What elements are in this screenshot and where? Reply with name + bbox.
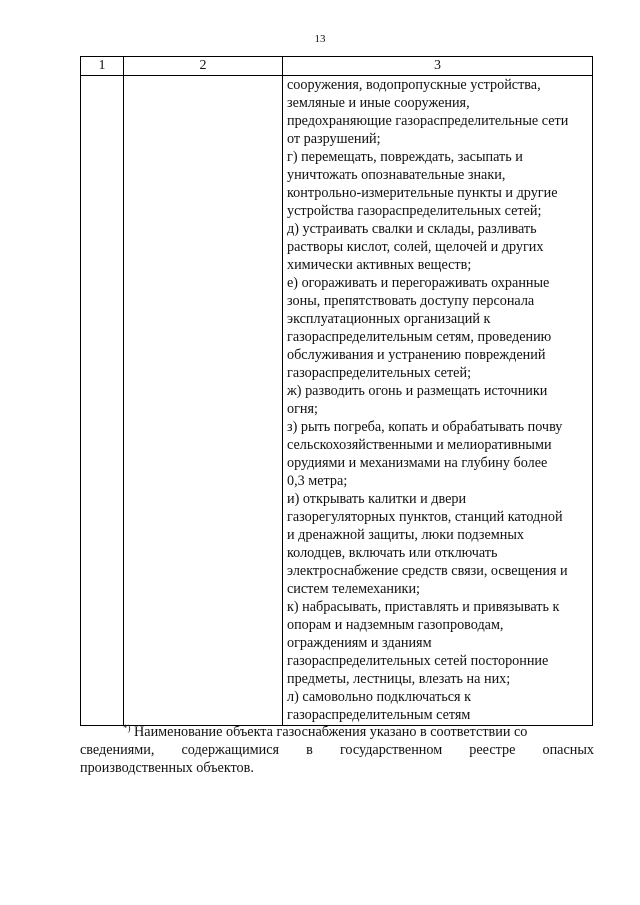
text-line: к) набрасывать, приставлять и привязывать к (287, 599, 560, 615)
prohibitions-table (80, 56, 593, 726)
footnote-text-1: Наименование объекта газоснабжения указано в соответствии со (134, 724, 528, 740)
footnote-line-2: сведениями, содержащимися в государственном реестре опасных (80, 742, 594, 758)
text-line: з) рыть погреба, копать и обрабатывать почву (287, 419, 563, 435)
table-cell-col1 (81, 76, 124, 726)
text-line: зоны, препятствовать доступу персонала (287, 293, 535, 309)
text-line: систем телемеханики; (287, 581, 420, 597)
column-header-3: 3 (283, 57, 593, 76)
text-line: контрольно-измерительные пункты и другие (287, 185, 558, 201)
footnote-line-3: производственных объектов. (80, 760, 254, 776)
text-line: сооружения, водопропускные устройства, (287, 77, 541, 93)
text-line: и) открывать калитки и двери (287, 491, 467, 507)
table-row (81, 76, 593, 726)
text-line: огня; (287, 401, 318, 417)
footnote-line-1 (80, 723, 594, 741)
footnote (80, 723, 594, 777)
text-line: л) самовольно подключаться к (287, 689, 472, 705)
column-header-1: 1 (81, 57, 124, 76)
text-line: г) перемещать, повреждать, засыпать и (287, 149, 523, 165)
text-line: устройства газораспределительных сетей; (287, 203, 542, 219)
text-line: колодцев, включать или отключать (287, 545, 498, 561)
text-line: опорам и надземным газопроводам, (287, 617, 504, 633)
text-line: 0,3 метра; (287, 473, 348, 489)
footnote-marker: *) (123, 723, 131, 733)
text-line: ограждениям и зданиям (287, 635, 432, 651)
text-line: е) огораживать и перегораживать охранные (287, 275, 550, 291)
column-header-2: 2 (124, 57, 283, 76)
text-line: газорегуляторных пунктов, станций катодной (287, 509, 563, 525)
text-line: электроснабжение средств связи, освещения и (287, 563, 568, 579)
page-number: 13 (314, 33, 326, 45)
text-line: газораспределительным сетям, проведению (287, 329, 552, 345)
text-line: сельскохозяйственными и мелиоративными (287, 437, 552, 453)
table-cell-col2 (124, 76, 283, 726)
text-line: ж) разводить огонь и размещать источники (287, 383, 548, 399)
prohibitions-text (287, 76, 588, 725)
table-cell-col3 (283, 76, 593, 726)
text-line: газораспределительным сетям (287, 707, 471, 723)
text-line: уничтожать опознавательные знаки, (287, 167, 506, 183)
text-line: предохраняющие газораспределительные сети (287, 113, 569, 129)
text-line: эксплуатационных организаций к (287, 311, 491, 327)
text-line: обслуживания и устранению повреждений (287, 347, 546, 363)
text-line: газораспределительных сетей; (287, 365, 472, 381)
table-header-row (81, 57, 593, 76)
text-line: растворы кислот, солей, щелочей и других (287, 239, 544, 255)
text-line: газораспределительных сетей посторонние (287, 653, 549, 669)
text-line: химически активных веществ; (287, 257, 472, 273)
text-line: и дренажной защиты, люки подземных (287, 527, 524, 543)
text-line: д) устраивать свалки и склады, разливать (287, 221, 537, 237)
text-line: орудиями и механизмами на глубину более (287, 455, 548, 471)
text-line: земляные и иные сооружения, (287, 95, 470, 111)
text-line: предметы, лестницы, влезать на них; (287, 671, 511, 687)
text-line: от разрушений; (287, 131, 381, 147)
